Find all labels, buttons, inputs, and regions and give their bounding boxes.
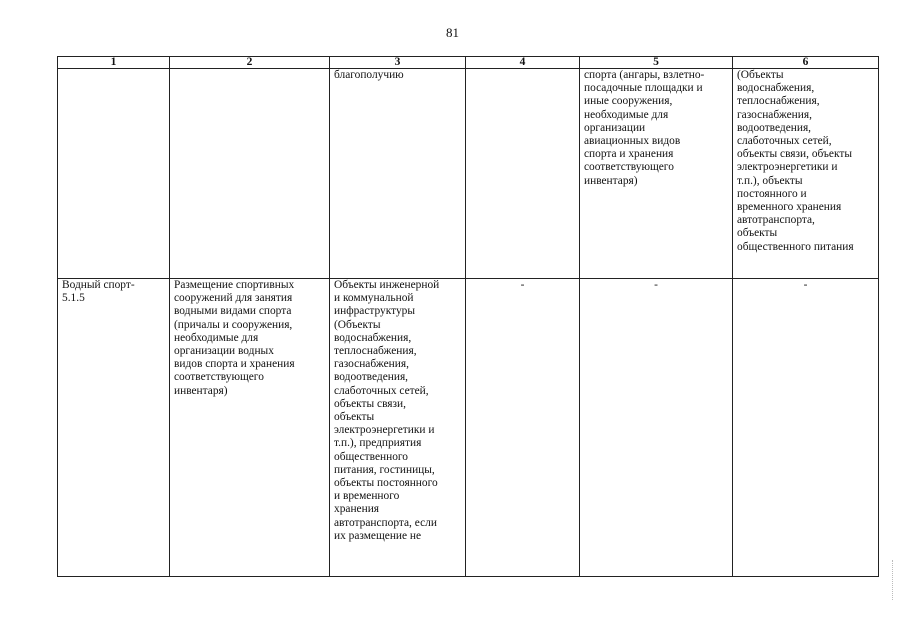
table-row bbox=[58, 279, 879, 577]
land-use-table bbox=[57, 56, 879, 577]
column-header-1: 1 bbox=[58, 57, 170, 69]
column-header-5: 5 bbox=[580, 57, 733, 69]
column-header-2: 2 bbox=[170, 57, 330, 69]
table-header-row bbox=[58, 57, 879, 69]
table-row bbox=[58, 69, 879, 279]
cell-activity-name: Водный спорт- 5.1.5 bbox=[58, 279, 170, 577]
cell-column-4 bbox=[466, 69, 580, 279]
cell-column-6: - bbox=[733, 279, 879, 577]
cell-column-4: - bbox=[466, 279, 580, 577]
cell-allowed-objects: благополучию bbox=[330, 69, 466, 279]
scan-margin-mark bbox=[892, 560, 895, 600]
cell-description: Размещение спортивных сооружений для занятия водными видами спорта (причалы и сооружения, необходимые для организации водных видов спорта и хранения соответствующего инвентаря) bbox=[170, 279, 330, 577]
column-header-6: 6 bbox=[733, 57, 879, 69]
cell-column-6: (Объекты водоснабжения, теплоснабжения, газоснабжения, водоотведения, слаботочных сетей, объекты связи, объекты электроэнергетики и т.п.), объекты постоянного и временного хранения автотранспорта, объекты общественного питания bbox=[733, 69, 879, 279]
page-number: 81 bbox=[446, 25, 459, 40]
column-header-3: 3 bbox=[330, 57, 466, 69]
column-header-4: 4 bbox=[466, 57, 580, 69]
cell-description bbox=[170, 69, 330, 279]
cell-activity-name bbox=[58, 69, 170, 279]
cell-column-5: - bbox=[580, 279, 733, 577]
cell-allowed-objects: Объекты инженерной и коммунальной инфраструктуры (Объекты водоснабжения, теплоснабжения, газоснабжения, водоотведения, слаботочных сетей, объекты связи, объекты электроэнергетики и т.п.), предприятия общественного питания, гостиницы, объекты постоянного и временного хранения автотранспорта, если их размещение не bbox=[330, 279, 466, 577]
cell-column-5: спорта (ангары, взлетно- посадочные площадки и иные сооружения, необходимые для организации авиационных видов спорта и хранения соответствующего инвентаря) bbox=[580, 69, 733, 279]
